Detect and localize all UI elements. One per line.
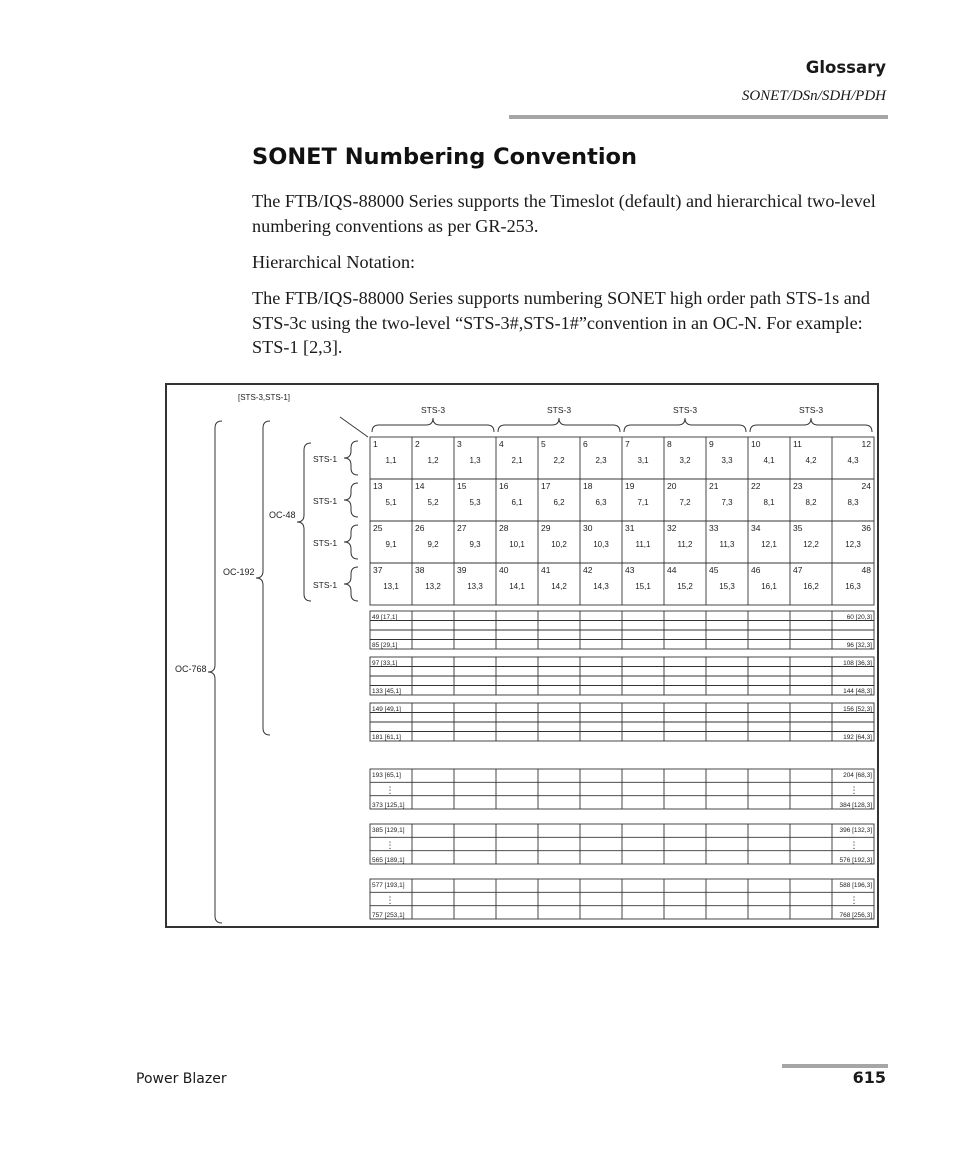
oc48-top-right-label: 156 [52,3] xyxy=(843,706,872,713)
timeslot-number: 30 xyxy=(583,523,593,533)
oc48-brace xyxy=(297,443,311,601)
hierarchical-number: 10,3 xyxy=(593,540,609,549)
oc48-bottom-left-label: 85 [29,1] xyxy=(372,642,398,649)
hierarchical-number: 15,1 xyxy=(635,582,651,591)
timeslot-number: 48 xyxy=(861,565,871,575)
timeslot-number: 1 xyxy=(373,439,378,449)
hierarchical-number: 5,2 xyxy=(427,498,439,507)
sts3-label: STS-3 xyxy=(420,405,446,415)
oc48-bottom-left-label: 133 [45,1] xyxy=(372,688,401,695)
hierarchical-number: 16,3 xyxy=(845,582,861,591)
oc768-label: OC-768 xyxy=(175,664,207,674)
header-title: Glossary xyxy=(805,58,886,77)
timeslot-number: 35 xyxy=(793,523,803,533)
sts3-brace xyxy=(372,418,494,432)
timeslot-number: 18 xyxy=(583,481,593,491)
hierarchical-number: 1,2 xyxy=(427,456,439,465)
hierarchical-number: 11,1 xyxy=(635,540,651,549)
hierarchical-number: 4,2 xyxy=(805,456,817,465)
ellipsis: ⋮ xyxy=(385,785,395,795)
hierarchical-number: 9,1 xyxy=(385,540,397,549)
sts1-label: STS-1 xyxy=(313,454,338,464)
hierarchical-number: 6,1 xyxy=(511,498,523,507)
hierarchical-number: 9,3 xyxy=(469,540,481,549)
hierarchical-number: 5,3 xyxy=(469,498,481,507)
hierarchical-number: 15,2 xyxy=(677,582,693,591)
hierarchical-number: 3,3 xyxy=(721,456,733,465)
timeslot-number: 23 xyxy=(793,481,803,491)
intro-paragraph: The FTB/IQS-88000 Series supports the Timeslot (default) and hierarchical two-level numbering conventions as per GR-253. xyxy=(252,191,876,236)
timeslot-number: 31 xyxy=(625,523,635,533)
hierarchical-number: 1,3 xyxy=(469,456,481,465)
timeslot-number: 29 xyxy=(541,523,551,533)
sts3-brace xyxy=(750,418,872,432)
oc48-label: OC-48 xyxy=(269,510,296,520)
hierarchical-number: 12,1 xyxy=(761,540,777,549)
timeslot-number: 21 xyxy=(709,481,719,491)
hierarchical-number: 6,3 xyxy=(595,498,607,507)
timeslot-number: 41 xyxy=(541,565,551,575)
ellipsis: ⋮ xyxy=(849,785,859,795)
hierarchical-number: 7,2 xyxy=(679,498,691,507)
hierarchical-number: 3,2 xyxy=(679,456,691,465)
timeslot-number: 34 xyxy=(751,523,761,533)
numbering-diagram-svg xyxy=(167,385,877,926)
timeslot-number: 17 xyxy=(541,481,551,491)
oc48-top-left-label: 149 [49,1] xyxy=(372,706,401,713)
oc192-bottom-right-label: 768 [256,3] xyxy=(839,912,872,919)
hierarchical-number: 6,2 xyxy=(553,498,565,507)
oc48-top-left-label: 49 [17,1] xyxy=(372,614,398,621)
header-rule xyxy=(509,115,888,119)
hierarchical-number: 13,3 xyxy=(467,582,483,591)
section-title: SONET Numbering Convention xyxy=(252,144,638,170)
header-subtitle: SONET/DSn/SDH/PDH xyxy=(741,88,886,104)
hierarchical-number: 1,1 xyxy=(385,456,397,465)
timeslot-number: 27 xyxy=(457,523,467,533)
timeslot-number: 5 xyxy=(541,439,546,449)
timeslot-number: 12 xyxy=(861,439,871,449)
hierarchical-number: 8,1 xyxy=(763,498,775,507)
timeslot-number: 19 xyxy=(625,481,635,491)
timeslot-number: 11 xyxy=(793,439,802,449)
oc48-top-right-label: 108 [36,3] xyxy=(843,660,872,667)
hierarchical-number: 7,1 xyxy=(637,498,649,507)
hierarchical-number: 7,3 xyxy=(721,498,733,507)
hierarchical-number: 2,1 xyxy=(511,456,523,465)
timeslot-number: 13 xyxy=(373,481,383,491)
oc192-bottom-right-label: 384 [128,3] xyxy=(839,802,872,809)
timeslot-number: 42 xyxy=(583,565,593,575)
oc192-top-left-label: 193 [65,1] xyxy=(372,772,401,779)
timeslot-number: 9 xyxy=(709,439,714,449)
sts3-brace xyxy=(498,418,620,432)
ellipsis: ⋮ xyxy=(849,840,859,850)
sts1-brace xyxy=(344,525,358,559)
page-number: 615 xyxy=(852,1068,886,1087)
sts1-brace xyxy=(344,567,358,601)
hierarchical-number: 14,2 xyxy=(551,582,567,591)
hierarchical-number: 2,2 xyxy=(553,456,565,465)
oc48-bottom-left-label: 181 [61,1] xyxy=(372,734,401,741)
oc192-bottom-left-label: 565 [189,1] xyxy=(372,857,405,864)
ellipsis: ⋮ xyxy=(849,895,859,905)
hierarchical-number: 11,2 xyxy=(677,540,693,549)
oc192-brace xyxy=(256,421,270,735)
timeslot-number: 45 xyxy=(709,565,719,575)
timeslot-number: 25 xyxy=(373,523,383,533)
oc192-bottom-right-label: 576 [192,3] xyxy=(839,857,872,864)
pointer-line xyxy=(340,417,368,437)
timeslot-number: 26 xyxy=(415,523,425,533)
timeslot-number: 14 xyxy=(415,481,425,491)
oc192-bottom-left-label: 757 [253,1] xyxy=(372,912,405,919)
sts3-label: STS-3 xyxy=(798,405,824,415)
hierarchical-number: 13,2 xyxy=(425,582,441,591)
ellipsis: ⋮ xyxy=(385,840,395,850)
timeslot-number: 44 xyxy=(667,565,677,575)
timeslot-number: 7 xyxy=(625,439,630,449)
timeslot-number: 15 xyxy=(457,481,467,491)
timeslot-number: 6 xyxy=(583,439,588,449)
sts1-brace xyxy=(344,441,358,475)
oc48-bottom-right-label: 192 [64,3] xyxy=(843,734,872,741)
ellipsis: ⋮ xyxy=(385,895,395,905)
timeslot-number: 22 xyxy=(751,481,761,491)
hierarchical-number: 4,1 xyxy=(763,456,775,465)
timeslot-number: 2 xyxy=(415,439,420,449)
timeslot-number: 4 xyxy=(499,439,504,449)
sts3-label: STS-3 xyxy=(546,405,572,415)
hierarchical-number: 2,3 xyxy=(595,456,607,465)
oc48-top-left-label: 97 [33,1] xyxy=(372,660,398,667)
numbering-diagram xyxy=(165,383,879,928)
oc768-brace xyxy=(208,421,222,923)
hierarchical-number: 3,1 xyxy=(637,456,649,465)
hierarchical-number: 11,3 xyxy=(719,540,735,549)
timeslot-number: 28 xyxy=(499,523,509,533)
hierarchical-number: 8,2 xyxy=(805,498,817,507)
timeslot-number: 37 xyxy=(373,565,383,575)
hierarchical-number: 16,1 xyxy=(761,582,777,591)
timeslot-number: 3 xyxy=(457,439,462,449)
oc192-top-right-label: 588 [196,3] xyxy=(839,882,872,889)
sts1-label: STS-1 xyxy=(313,580,338,590)
hierarchical-number: 14,3 xyxy=(593,582,609,591)
oc48-top-right-label: 60 [20,3] xyxy=(846,614,872,621)
sts3-label: STS-3 xyxy=(672,405,698,415)
timeslot-number: 32 xyxy=(667,523,677,533)
sts3-brace xyxy=(624,418,746,432)
oc192-bottom-left-label: 373 [125,1] xyxy=(372,802,405,809)
notation-label: [STS-3,STS-1] xyxy=(238,393,291,402)
hierarchical-number: 15,3 xyxy=(719,582,735,591)
oc192-top-left-label: 577 [193,1] xyxy=(372,882,405,889)
timeslot-number: 46 xyxy=(751,565,761,575)
hierarchical-number: 9,2 xyxy=(427,540,439,549)
oc192-top-left-label: 385 [129,1] xyxy=(372,827,405,834)
hierarchical-number: 10,1 xyxy=(509,540,525,549)
timeslot-number: 38 xyxy=(415,565,425,575)
timeslot-number: 36 xyxy=(861,523,871,533)
timeslot-number: 40 xyxy=(499,565,509,575)
oc192-top-right-label: 396 [132,3] xyxy=(839,827,872,834)
timeslot-number: 47 xyxy=(793,565,803,575)
hierarchical-number: 12,3 xyxy=(845,540,861,549)
timeslot-number: 8 xyxy=(667,439,672,449)
timeslot-number: 24 xyxy=(861,481,871,491)
timeslot-number: 39 xyxy=(457,565,467,575)
timeslot-number: 10 xyxy=(751,439,761,449)
hierarchical-number: 10,2 xyxy=(551,540,567,549)
description-paragraph: The FTB/IQS-88000 Series supports numbering SONET high order path STS-1s and STS-3c using the two-level “STS-3#,STS-1#”convention in an OC-N. For example: STS-1 [2,3]. xyxy=(252,288,870,357)
timeslot-number: 43 xyxy=(625,565,635,575)
hierarchical-number: 5,1 xyxy=(385,498,397,507)
notation-heading: Hierarchical Notation: xyxy=(252,252,416,272)
hierarchical-number: 12,2 xyxy=(803,540,819,549)
footer-doc-title: Power Blazer xyxy=(136,1071,227,1087)
hierarchical-number: 8,3 xyxy=(847,498,859,507)
sts1-brace xyxy=(344,483,358,517)
hierarchical-number: 4,3 xyxy=(847,456,859,465)
hierarchical-number: 16,2 xyxy=(803,582,819,591)
oc192-label: OC-192 xyxy=(223,567,255,577)
hierarchical-number: 14,1 xyxy=(509,582,525,591)
oc48-bottom-right-label: 96 [32,3] xyxy=(846,642,872,649)
timeslot-number: 20 xyxy=(667,481,677,491)
sts1-label: STS-1 xyxy=(313,538,338,548)
timeslot-number: 16 xyxy=(499,481,509,491)
timeslot-number: 33 xyxy=(709,523,719,533)
sts1-label: STS-1 xyxy=(313,496,338,506)
oc48-bottom-right-label: 144 [48,3] xyxy=(843,688,872,695)
oc192-top-right-label: 204 [68,3] xyxy=(843,772,872,779)
hierarchical-number: 13,1 xyxy=(383,582,399,591)
